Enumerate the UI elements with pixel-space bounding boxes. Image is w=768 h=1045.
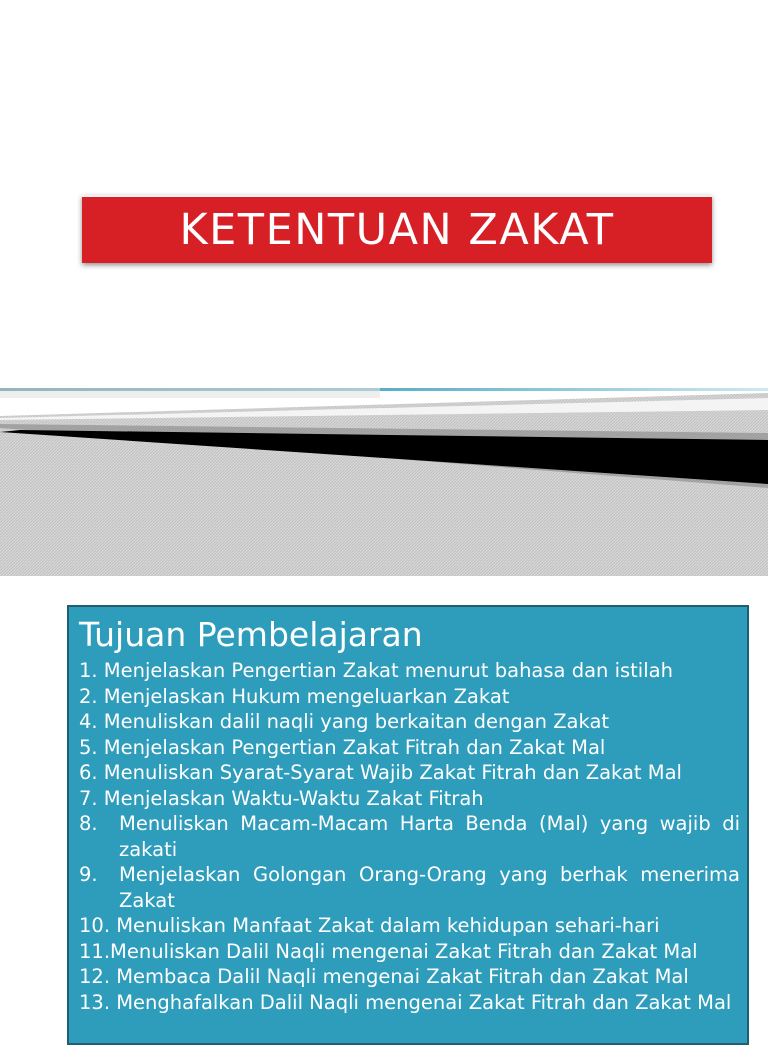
list-item <box>79 811 740 862</box>
list-item-number: 9. <box>79 863 98 886</box>
title-banner <box>82 195 712 263</box>
list-item: 4. Menuliskan dalil naqli yang berkaitan dengan Zakat <box>79 710 610 733</box>
list-item: 11.Menuliskan Dalil Naqli mengenai Zakat Fitrah dan Zakat Mal <box>79 939 698 963</box>
list-item: 2. Menjelaskan Hukum mengeluarkan Zakat <box>79 684 510 708</box>
slide-title: KETENTUAN ZAKAT <box>179 204 615 255</box>
list-item: 10. Menuliskan Manfaat Zakat dalam kehidupan sehari-hari <box>79 914 660 937</box>
list-item <box>79 862 740 913</box>
objectives-list <box>79 658 740 1015</box>
list-item: 5. Menjelaskan Pengertian Zakat Fitrah dan Zakat Mal <box>79 735 606 759</box>
list-item: 7. Menjelaskan Waktu-Waktu Zakat Fitrah <box>79 786 484 810</box>
list-item-number: 8. <box>79 812 98 835</box>
list-item: 12. Membaca Dalil Naqli mengenai Zakat Fitrah dan Zakat Mal <box>79 965 689 988</box>
list-item: 6. Menuliskan Syarat-Syarat Wajib Zakat Fitrah dan Zakat Mal <box>79 761 682 784</box>
list-item-text: Menuliskan Macam-Macam Harta Benda (Mal) yang wajib di zakati <box>119 812 740 861</box>
decorative-stripe-band <box>0 388 768 576</box>
list-item: 13. Menghafalkan Dalil Naqli mengenai Zakat Fitrah dan Zakat Mal <box>79 990 732 1014</box>
list-item-text: Menjelaskan Golongan Orang-Orang yang berhak menerima Zakat <box>119 863 740 912</box>
learning-objectives-panel <box>67 605 749 1045</box>
list-item: 1. Menjelaskan Pengertian Zakat menurut bahasa dan istilah <box>79 659 673 682</box>
panel-heading: Tujuan Pembelajaran <box>79 615 423 654</box>
